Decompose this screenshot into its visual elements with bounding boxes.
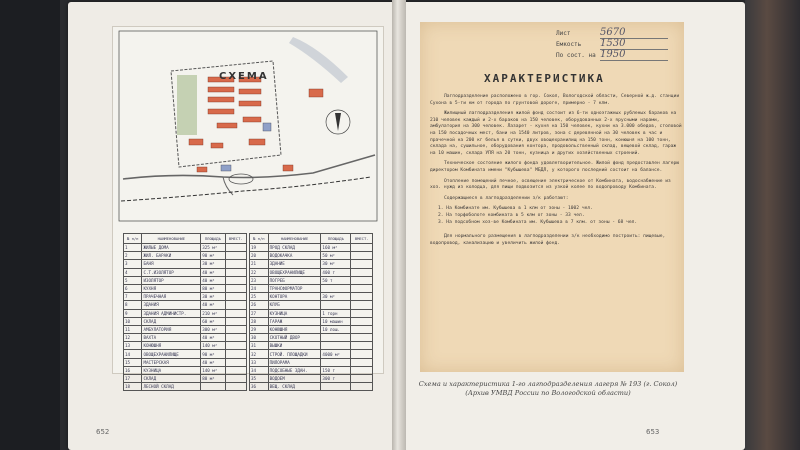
table-row: [250, 301, 373, 309]
table-cell: [225, 366, 246, 374]
table-cell: [351, 260, 373, 268]
table-cell: МАСТЕРСКАЯ: [142, 358, 201, 366]
table-cell: ЛЕСНОЙ СКЛАД: [142, 383, 201, 391]
table-cell: 30 м²: [321, 293, 351, 301]
registry-table-left: [123, 233, 247, 391]
building: [208, 109, 234, 114]
table-cell: 20: [250, 252, 269, 260]
table-cell: ИЗОЛЯТОР: [142, 276, 201, 284]
green-zone: [177, 75, 197, 135]
table-cell: 35: [250, 375, 269, 383]
column-header: ПЛОЩАДЬ: [321, 234, 351, 244]
column-header: ВМЕСТ.: [225, 234, 246, 244]
table-cell: [225, 317, 246, 325]
table-cell: [225, 350, 246, 358]
table-row: [124, 293, 247, 301]
table-row: [250, 284, 373, 292]
table-cell: 50 м²: [321, 252, 351, 260]
paragraph: Техническое состояние жилого фонда удовлетворительное. Жилой фонд предоставлен лагерю директором Комбината имени "Кубышева" МБДЛ, у которого последний состоит на балансе.: [430, 161, 680, 173]
table-cell: 6: [124, 284, 142, 292]
table-cell: ОВОЩЕХРАНИЛИЩЕ: [142, 350, 201, 358]
table-cell: [225, 383, 246, 391]
document-body: [430, 94, 682, 251]
table-cell: 10 машин: [321, 317, 351, 325]
table-cell: ГАРАЖ: [268, 317, 321, 325]
table-cell: [225, 252, 246, 260]
table-row: [124, 342, 247, 350]
table-row: [250, 350, 373, 358]
background-edge: [745, 0, 800, 450]
table-cell: СТРОЙ. ПЛОЩАДКИ: [268, 350, 321, 358]
table-cell: КУХНЯ: [142, 284, 201, 292]
table-cell: [351, 366, 373, 374]
table-cell: 14: [124, 350, 142, 358]
table-cell: 11: [124, 325, 142, 333]
table-row: [124, 309, 247, 317]
table-header-row: [124, 234, 247, 244]
table-cell: АМБУЛАТОРИЯ: [142, 325, 201, 333]
table-cell: 4: [124, 268, 142, 276]
table-cell: ПОГРЕБ: [268, 276, 321, 284]
table-row: [124, 244, 247, 252]
table-cell: 13: [124, 342, 142, 350]
table-cell: [225, 293, 246, 301]
table-cell: 18: [124, 383, 142, 391]
table-cell: 30: [250, 334, 269, 342]
table-cell: 8: [124, 301, 142, 309]
table-cell: 24: [250, 284, 269, 292]
table-cell: [351, 276, 373, 284]
document-title: ХАРАКТЕРИСТИКА: [484, 72, 605, 85]
table-cell: ЗДАНИЯ: [142, 301, 201, 309]
table-cell: 210 м²: [201, 309, 225, 317]
table-cell: ЖИЛЫЕ ДОМА: [142, 244, 201, 252]
table-cell: 140 м²: [201, 342, 225, 350]
table-cell: 325 м²: [201, 244, 225, 252]
table-cell: КУЗНИЦА: [268, 309, 321, 317]
table-cell: 150 т: [321, 366, 351, 374]
table-cell: 160 м²: [321, 244, 351, 252]
table-cell: 25: [250, 293, 269, 301]
map-smudge: [289, 37, 348, 83]
table-cell: ЗДАНИЯ АДМИНИСТР.: [142, 309, 201, 317]
building: [283, 165, 293, 171]
table-cell: ВОДОКАЧКА: [268, 252, 321, 260]
column-header: ПЛОЩАДЬ: [201, 234, 225, 244]
table-cell: КОНТОРА: [268, 293, 321, 301]
list-item: 1. На Комбинате им. Кубышева в 1 клм от зоны - 1002 чел.: [438, 206, 593, 212]
registry-table-right: [249, 233, 373, 391]
table-cell: 27: [250, 309, 269, 317]
table-cell: [351, 334, 373, 342]
table-cell: [321, 342, 351, 350]
table-cell: 33: [250, 358, 269, 366]
road-loop: [229, 174, 253, 184]
table-cell: [225, 284, 246, 292]
table-cell: 300 м²: [201, 325, 225, 333]
table-row: [250, 268, 373, 276]
table-cell: [351, 342, 373, 350]
table-cell: ТРАНСФОРМАТОР: [268, 284, 321, 292]
table-cell: ВАХТА: [142, 334, 201, 342]
table-cell: СКЛАД: [142, 317, 201, 325]
page-number-right: 653: [646, 428, 660, 436]
table-cell: 19: [250, 244, 269, 252]
table-row: [124, 252, 247, 260]
table-cell: [351, 325, 373, 333]
table-cell: 80 м²: [201, 284, 225, 292]
table-cell: 80 м²: [201, 375, 225, 383]
list-item: 2. На торфоболоте комбината в 5 клм от зоны - 33 чел.: [438, 212, 585, 218]
table-cell: [225, 309, 246, 317]
table-row: [250, 375, 373, 383]
table-cell: ВОДОЕМ: [268, 375, 321, 383]
building: [221, 165, 231, 171]
table-cell: 140 м²: [201, 366, 225, 374]
table-cell: 10: [124, 317, 142, 325]
table-cell: [351, 284, 373, 292]
paragraph: Лагподразделение расположено в гор. Сокол, Вологодской области, Северной ж.д. станции Сухона в 5-ти км от города по грунтовой дороге, примерно - 7 клм.: [430, 94, 680, 106]
table-cell: 21: [250, 260, 269, 268]
table-row: [250, 383, 373, 391]
table-cell: 40 м²: [201, 358, 225, 366]
table-cell: [351, 252, 373, 260]
table-cell: 22: [250, 268, 269, 276]
table-cell: 17: [124, 375, 142, 383]
table-row: [250, 260, 373, 268]
table-cell: С.Т.ИЗОЛЯТОР: [142, 268, 201, 276]
table-cell: СКОТНЫЙ ДВОР: [268, 334, 321, 342]
table-cell: БАНЯ: [142, 260, 201, 268]
table-cell: 23: [250, 276, 269, 284]
table-row: [250, 358, 373, 366]
table-cell: [225, 334, 246, 342]
table-cell: 7: [124, 293, 142, 301]
table-cell: [225, 260, 246, 268]
stamp-label: Емкость: [556, 41, 582, 48]
table-cell: [321, 301, 351, 309]
table-cell: ПИЛОРАМА: [268, 358, 321, 366]
table-cell: СКЛАД: [142, 375, 201, 383]
table-cell: [201, 383, 225, 391]
scheme-sheet: [112, 26, 384, 390]
table-row: [250, 325, 373, 333]
table-cell: 30 м²: [201, 293, 225, 301]
table-cell: 1: [124, 244, 142, 252]
table-row: [124, 284, 247, 292]
stamp-value: 1950: [600, 49, 668, 61]
table-cell: ЖИЛ. БАРАКИ: [142, 252, 201, 260]
table-row: [250, 366, 373, 374]
building: [239, 101, 261, 106]
column-header: ВМЕСТ.: [351, 234, 373, 244]
table-cell: [351, 268, 373, 276]
table-cell: 40 м²: [201, 334, 225, 342]
table-cell: 34: [250, 366, 269, 374]
table-cell: 30 м²: [201, 260, 225, 268]
table-cell: 90 м²: [201, 350, 225, 358]
table-cell: [225, 375, 246, 383]
paragraph: Жилищный лагподразделения жилой фонд состоит из 6-ти одноэтажных рубленых бараков на 210 человек каждый и 2-х бараков на 150 человек, оборудованных 2-х ярусными нарами, амбулатория на 300 человек. Лазарет - кухня на 150 человек, кухни на 3.000 обедов, столовой на 150 посадочных мест, бани на 1540 литров, зона с деревянной на 30 человек в час и прачечной на 200 кг белья в сутки, двух овощехранилищ на 150 тонн, конюшня на 100 тонн, склада на, сушильное, оборудования контора, продовольственный склад, вещевой склад, гараж на 10 машин, склада УПЯ на 20 тонн, кузница и других хозяйственных строений.: [430, 111, 682, 156]
table-cell: 15: [124, 358, 142, 366]
building: [263, 123, 271, 131]
table-cell: [351, 244, 373, 252]
table-row: [124, 317, 247, 325]
table-cell: 3: [124, 260, 142, 268]
table-row: [124, 334, 247, 342]
table-row: [250, 293, 373, 301]
table-cell: 36: [250, 383, 269, 391]
table-cell: КЛУБ: [268, 301, 321, 309]
table-cell: 30 м²: [321, 260, 351, 268]
table-cell: 400 т: [321, 268, 351, 276]
table-cell: КОНЮШНЯ: [142, 342, 201, 350]
table-cell: [225, 342, 246, 350]
table-cell: 40 м²: [201, 268, 225, 276]
table-cell: [225, 268, 246, 276]
table-cell: [225, 325, 246, 333]
table-row: [124, 350, 247, 358]
table-cell: ПРОД СКЛАД: [268, 244, 321, 252]
building: [211, 143, 223, 148]
column-header: НАИМЕНОВАНИЕ: [142, 234, 201, 244]
list-item: 3. На подсобном хоз-ве Комбината им. Кубышева в 7 клм. от зоны - 68 чел.: [438, 219, 638, 225]
building: [208, 97, 234, 102]
table-cell: 60 м²: [201, 317, 225, 325]
table-cell: 10 лош.: [321, 325, 351, 333]
table-cell: ПОДСОБНЫЕ ЗДАН.: [268, 366, 321, 374]
table-cell: [351, 350, 373, 358]
table-row: [250, 252, 373, 260]
table-row: [124, 260, 247, 268]
table-row: [250, 342, 373, 350]
column-header: № п/п: [250, 234, 269, 244]
table-row: [250, 244, 373, 252]
table-cell: 31: [250, 342, 269, 350]
table-cell: [321, 284, 351, 292]
paragraph: Отопление помещений печное, освещение электрическое от Комбината, водоснабжение из хоз. нужд из колодца, для пищи подвозится из узкой колее по водопроводу Комбината.: [430, 178, 671, 191]
table-row: [250, 317, 373, 325]
building: [249, 139, 265, 145]
registry-tables: [123, 233, 373, 390]
table-cell: 32: [250, 350, 269, 358]
stamp-value: 5670: [600, 27, 668, 39]
book-gutter: [392, 0, 406, 450]
stamp-value: 1530: [600, 38, 668, 50]
table-cell: [225, 301, 246, 309]
caption-line: Схема и характеристика 1-го лагподразделения лагеря № 193 (г. Сокол): [418, 380, 678, 388]
table-cell: [351, 375, 373, 383]
table-cell: [351, 309, 373, 317]
characteristic-document: [420, 22, 684, 372]
archive-stamp: [556, 27, 674, 63]
table-row: [124, 276, 247, 284]
table-cell: 9: [124, 309, 142, 317]
table-cell: КОНЮШНЯ: [268, 325, 321, 333]
railway: [121, 177, 371, 201]
column-header: № п/п: [124, 234, 142, 244]
building: [197, 167, 207, 172]
table-cell: ПРАЧЕЧНАЯ: [142, 293, 201, 301]
paragraph: Содержащиеся в лагподразделении з/к работают:: [444, 195, 569, 201]
north-arrow-icon: [335, 113, 341, 131]
table-cell: 29: [250, 325, 269, 333]
stamp-label: Лист: [556, 30, 571, 37]
building: [243, 117, 261, 122]
scheme-title: СХЕМА: [219, 71, 269, 82]
table-cell: [351, 383, 373, 391]
building: [217, 123, 237, 128]
table-row: [250, 276, 373, 284]
table-cell: ВЫШКИ: [268, 342, 321, 350]
table-cell: 4000 м²: [321, 350, 351, 358]
table-row: [124, 325, 247, 333]
table-row: [124, 358, 247, 366]
table-cell: 1 горн: [321, 309, 351, 317]
table-cell: 2: [124, 252, 142, 260]
table-cell: ОВОЩЕХРАНИЛИЩЕ: [268, 268, 321, 276]
table-row: [124, 268, 247, 276]
table-cell: 50 т: [321, 276, 351, 284]
stamp-label: По сост. на: [556, 52, 596, 59]
table-row: [250, 334, 373, 342]
table-cell: [321, 383, 351, 391]
table-cell: [225, 244, 246, 252]
table-cell: [225, 276, 246, 284]
table-cell: ВЕЩ. СКЛАД: [268, 383, 321, 391]
table-row: [124, 366, 247, 374]
table-cell: [351, 317, 373, 325]
table-row: [250, 309, 373, 317]
page-number-left: 652: [96, 428, 110, 436]
table-header-row: [250, 234, 373, 244]
table-row: [124, 383, 247, 391]
table-cell: [225, 358, 246, 366]
paragraph: Для нормального размещения в лагподразделении з/к необходимо построить: пищевые, водопровод, канализацию и увеличить жилой фонд.: [430, 234, 666, 246]
table-cell: 90 м²: [201, 252, 225, 260]
table-cell: [351, 301, 373, 309]
table-cell: 28: [250, 317, 269, 325]
building: [309, 89, 323, 97]
table-cell: 40 м²: [201, 276, 225, 284]
camp-map: [113, 27, 383, 227]
table-cell: [321, 334, 351, 342]
building: [239, 89, 261, 94]
table-cell: [351, 293, 373, 301]
building: [189, 139, 203, 145]
caption-line: (Архив УМВД России по Вологодской области): [465, 389, 631, 397]
figure-caption: [416, 380, 680, 398]
table-cell: ЗДАНИЕ: [268, 260, 321, 268]
table-cell: КУЗНИЦА: [142, 366, 201, 374]
table-cell: 12: [124, 334, 142, 342]
column-header: НАИМЕНОВАНИЕ: [268, 234, 321, 244]
building: [208, 87, 234, 92]
table-row: [124, 375, 247, 383]
table-row: [124, 301, 247, 309]
table-cell: [351, 358, 373, 366]
table-cell: 40 м²: [201, 301, 225, 309]
table-cell: 26: [250, 301, 269, 309]
table-cell: 5: [124, 276, 142, 284]
table-cell: 16: [124, 366, 142, 374]
table-cell: [321, 358, 351, 366]
table-cell: 300 т: [321, 375, 351, 383]
